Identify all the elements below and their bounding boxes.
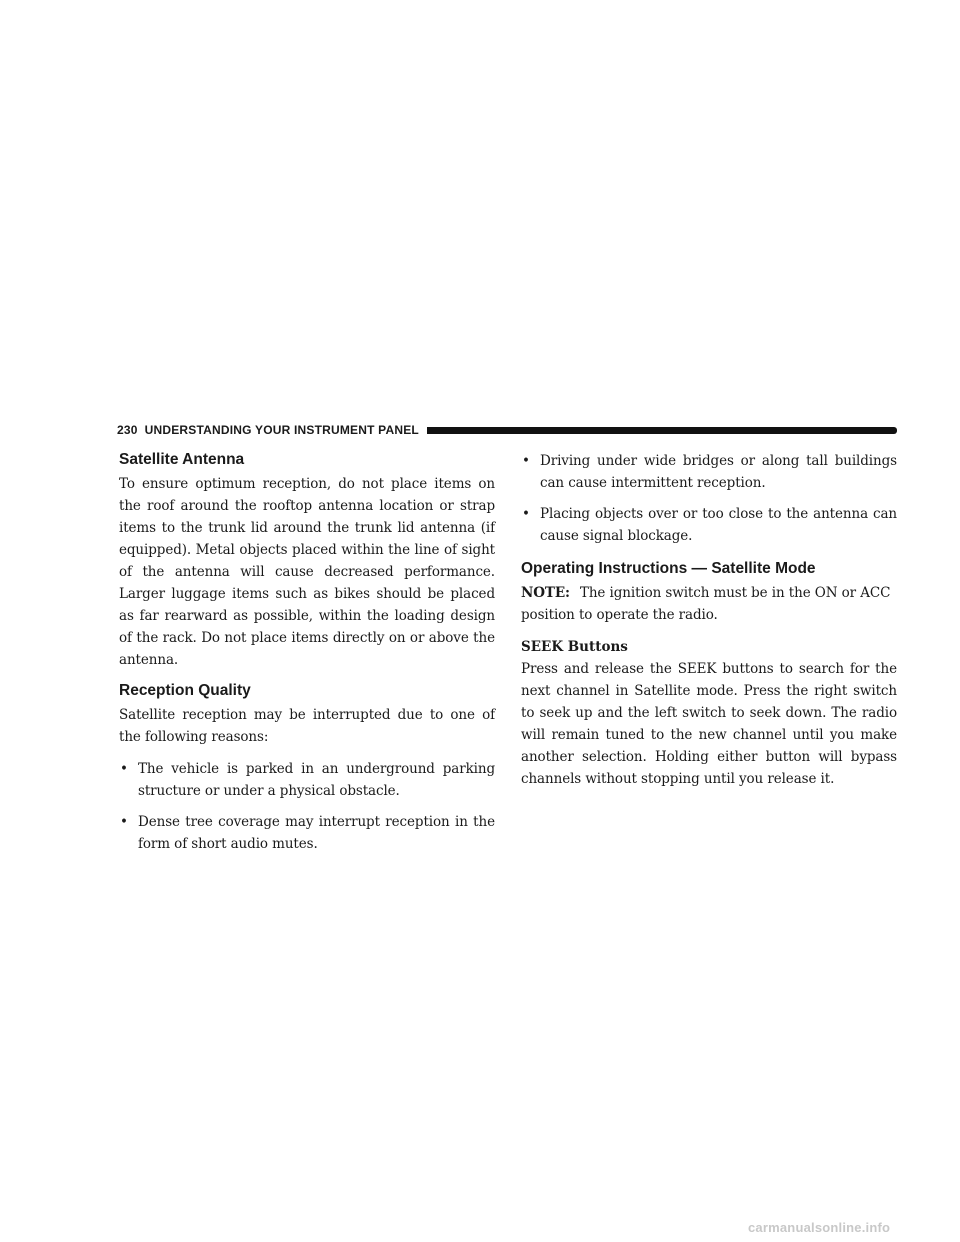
list-item-text: Driving under wide bridges or along tall buildings can cause intermittent reception.	[540, 453, 897, 491]
bullet-icon: •	[120, 761, 128, 777]
reception-reasons-list	[119, 758, 495, 855]
section-title: UNDERSTANDING YOUR INSTRUMENT PANEL	[144, 423, 419, 437]
list-item-text: The vehicle is parked in an underground parking structure or under a physical obstacle.	[138, 761, 495, 799]
page-number: 230	[117, 423, 138, 437]
reception-reasons-list-continued	[521, 450, 897, 547]
list-item	[521, 450, 897, 494]
satellite-antenna-paragraph: To ensure optimum reception, do not place items on the roof around the rooftop antenna location or strap items to the trunk lid around the trunk lid antenna (if equipped). Metal objects placed within the line of sight of the antenna will cause decreased performance. Larger luggage items such as bikes should be placed as far rearward as possible, within the loading design of the rack. Do not place items directly on or above the antenna.	[119, 476, 495, 668]
left-column	[119, 450, 495, 867]
list-item	[119, 811, 495, 855]
seek-buttons-heading: SEEK Buttons	[521, 639, 628, 655]
note-paragraph	[521, 582, 897, 626]
list-item	[521, 503, 897, 547]
note-label: NOTE:	[521, 585, 570, 601]
seek-buttons-paragraph: Press and release the SEEK buttons to search for the next channel in Satellite mode. Press the right switch to seek up and the left switch to seek down. The radio will remain tuned to the new channel until you make another selection. Holding either button will bypass channels without stopping until you release it.	[521, 661, 897, 787]
list-item	[119, 758, 495, 802]
watermark: carmanualsonline.info	[748, 1220, 891, 1235]
header-rule	[427, 427, 897, 434]
satellite-antenna-heading: Satellite Antenna	[119, 451, 245, 468]
bullet-icon: •	[522, 453, 530, 469]
operating-instructions-heading: Operating Instructions — Satellite Mode	[521, 560, 816, 577]
bullet-icon: •	[522, 506, 530, 522]
bullet-icon: •	[120, 814, 128, 830]
right-column	[521, 450, 897, 800]
list-item-text: Dense tree coverage may interrupt reception in the form of short audio mutes.	[138, 814, 495, 852]
reception-quality-paragraph: Satellite reception may be interrupted due to one of the following reasons:	[119, 707, 495, 745]
note-text: The ignition switch must be in the ON or ACC position to operate the radio.	[521, 585, 891, 623]
reception-quality-heading: Reception Quality	[119, 682, 251, 699]
page-header	[117, 420, 897, 440]
list-item-text: Placing objects over or too close to the antenna can cause signal blockage.	[540, 506, 897, 544]
